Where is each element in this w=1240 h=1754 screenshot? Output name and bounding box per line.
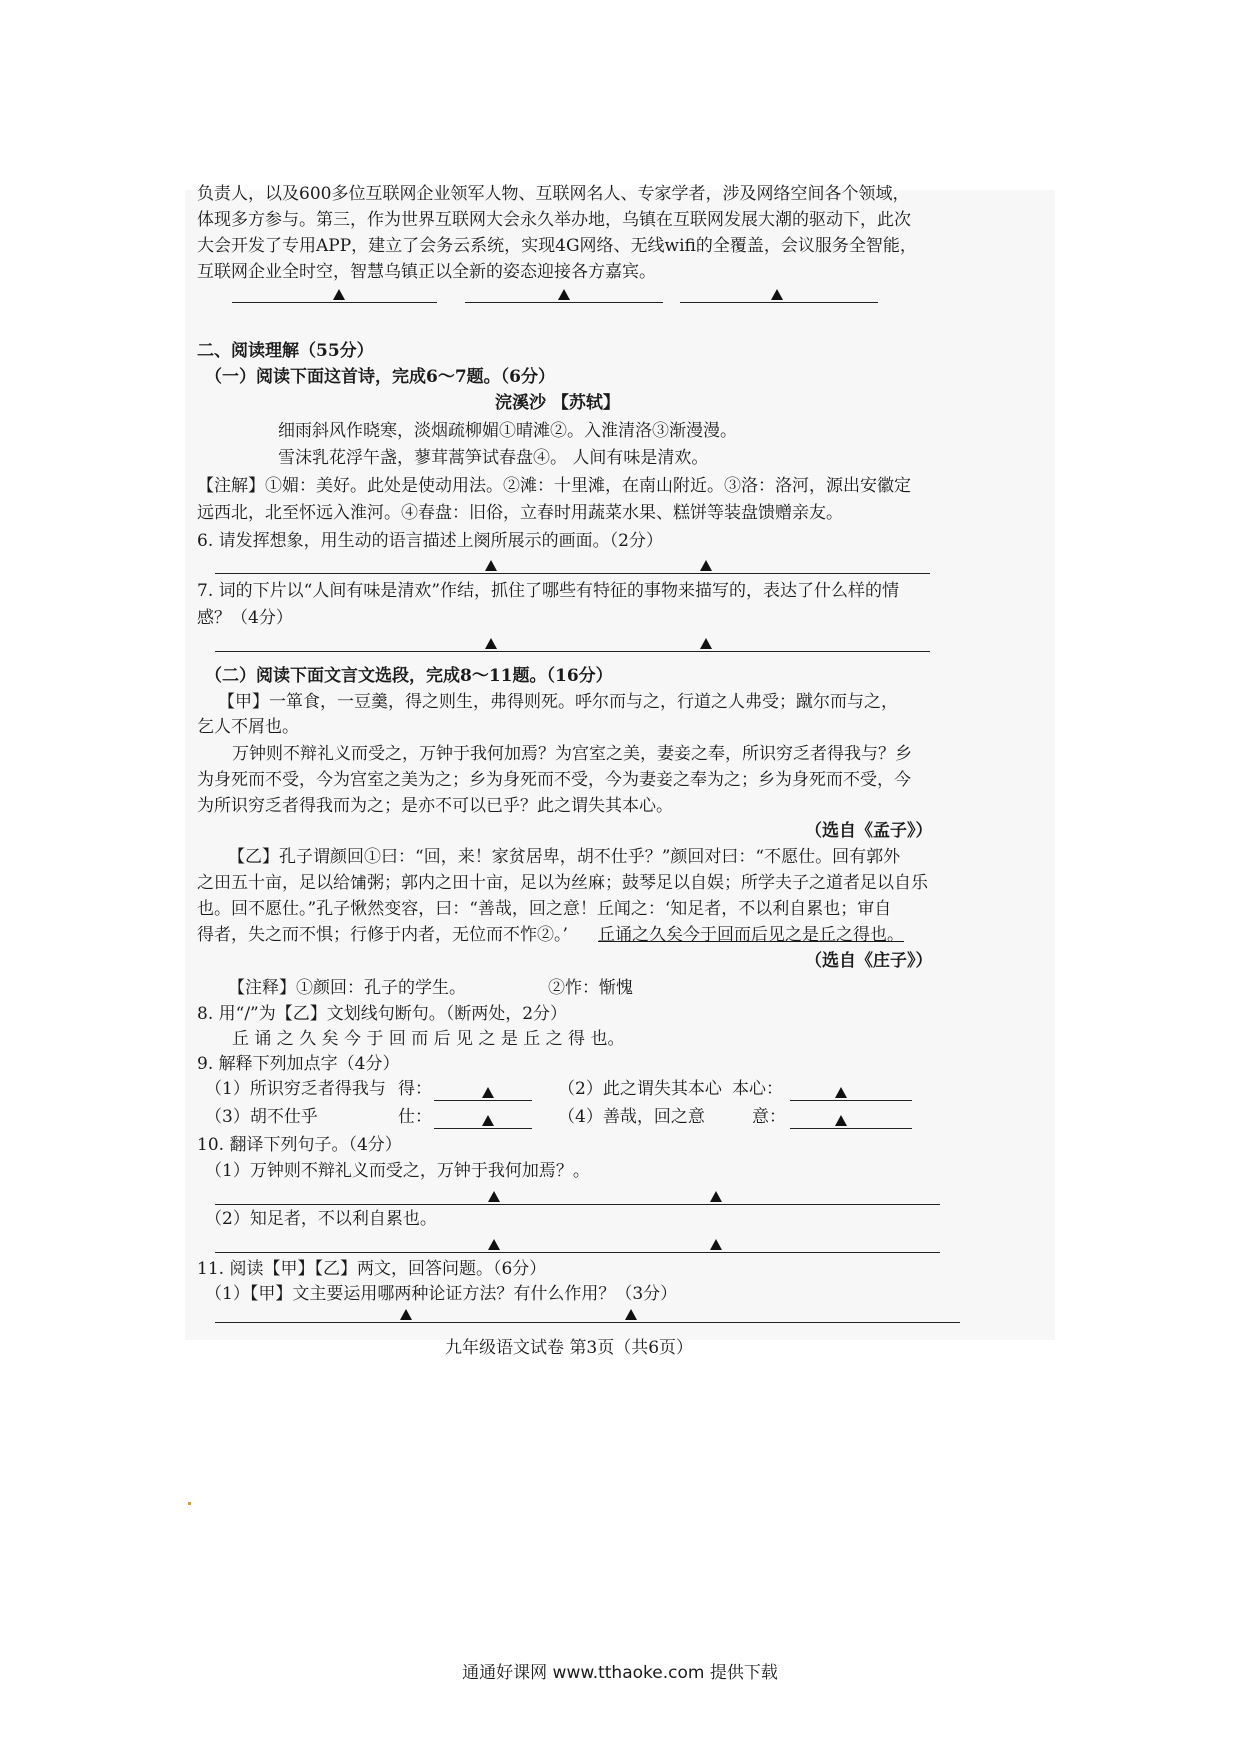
answer-triangle-icon [710, 1191, 722, 1202]
poem-title: 浣溪沙 【苏轼】 [495, 393, 620, 413]
answer-triangle-icon [700, 638, 712, 649]
q9-item-1-key: 得： [398, 1079, 432, 1099]
yi-note-1: 【注释】①颜回：孔子的学生。 [228, 978, 466, 998]
answer-line[interactable] [215, 651, 930, 652]
jia-line-2: 乞人不屑也。 [197, 717, 299, 737]
question-11: 11. 阅读【甲】【乙】两文，回答问题。（6分） [197, 1259, 547, 1279]
answer-triangle-icon [482, 1115, 494, 1126]
intro-line-1: 负责人，以及600多位互联网企业领军人物、互联网名人、专家学者，涉及网络空间各个领域， [197, 184, 910, 204]
answer-triangle-icon [488, 1191, 500, 1202]
answer-triangle-icon [700, 560, 712, 571]
jia-line-5: 为所识穷乏者得我而为之；是亦不可以已乎？此之谓失其本心。 [197, 796, 673, 816]
question-6: 6. 请发挥想象，用生动的语言描述上阕所展示的画面。（2分） [197, 531, 663, 551]
question-7-line-1: 7. 词的下片以“人间有味是清欢”作结，抓住了哪些有特征的事物来描写的，表达了什么样的情 [197, 581, 900, 601]
yi-line-3: 也。回不愿仕。”孔子愀然变容，曰：“善哉，回之意！丘闻之：‘知足者，不以利自累也；审自 [197, 899, 892, 919]
answer-triangle-icon [485, 638, 497, 649]
answer-triangle-icon [771, 289, 783, 300]
answer-line[interactable] [465, 302, 663, 303]
yi-underlined-sentence: 丘诵之久矣今于回而后见之是丘之得也。 [598, 925, 904, 945]
jia-line-1: 【甲】一箪食，一豆羹，得之则生，弗得则死。呼尔而与之，行道之人弗受；蹴尔而与之， [218, 692, 898, 712]
answer-triangle-icon [710, 1239, 722, 1250]
answer-line[interactable] [790, 1100, 912, 1101]
answer-triangle-icon [400, 1309, 412, 1320]
answer-triangle-icon [333, 289, 345, 300]
jia-line-4: 为身死而不受，今为宫室之美为之；乡为身死而不受，今为妻妾之奉为之；乡为身死而不受，今 [197, 770, 911, 790]
answer-line[interactable] [680, 302, 878, 303]
section-title: 二、阅读理解（55分） [197, 341, 374, 361]
q9-item-3-key: 仕： [398, 1107, 432, 1127]
answer-line[interactable] [215, 573, 930, 574]
answer-triangle-icon [835, 1115, 847, 1126]
yi-line-4: 得者，失之而不惧；行修于内者，无位而不怍②。’ [197, 925, 568, 945]
q9-item-2-key: 本心： [732, 1079, 783, 1099]
intro-line-4: 互联网企业全时空，智慧乌镇正以全新的姿态迎接各方嘉宾。 [197, 262, 656, 282]
answer-line[interactable] [434, 1128, 532, 1129]
intro-line-3: 大会开发了专用APP，建立了会务云系统，实现4G网络、无线wifi的全覆盖，会议服务全智能， [197, 236, 917, 256]
question-10-2: （2）知足者，不以利自累也。 [205, 1209, 437, 1229]
question-9: 9. 解释下列加点字（4分） [197, 1054, 400, 1074]
answer-triangle-icon [485, 560, 497, 571]
poem-note-1: 【注解】①媚：美好。此处是使动用法。②滩：十里滩，在南山附近。③洛：洛河，源出安徽定 [197, 476, 911, 496]
question-11-1: （1）【甲】文主要运用哪两种论证方法？有什么作用？（3分） [205, 1284, 678, 1304]
q9-item-1: （1）所识穷乏者得我与 [205, 1079, 386, 1099]
yi-source: （选自《庄子》） [805, 951, 933, 971]
answer-line[interactable] [215, 1204, 940, 1205]
jia-source: （选自《孟子》） [805, 821, 933, 841]
page-footer: 九年级语文试卷 第3页（共6页） [445, 1338, 694, 1358]
scan-speck [188, 1502, 191, 1505]
yi-note-2: ②怍：惭愧 [548, 978, 633, 998]
question-8-sentence: 丘 诵 之 久 矣 今 于 回 而 后 见 之 是 丘 之 得 也。 [232, 1029, 625, 1049]
part2-title: （二）阅读下面文言文选段，完成8～11题。（16分） [205, 666, 613, 686]
q9-item-3: （3）胡不仕乎 [205, 1107, 318, 1127]
answer-line[interactable] [790, 1128, 912, 1129]
part1-title: （一）阅读下面这首诗，完成6～7题。（6分） [205, 367, 555, 387]
intro-line-2: 体现多方参与。第三，作为世界互联网大会永久举办地，乌镇在互联网发展大潮的驱动下，此次 [197, 210, 911, 230]
answer-triangle-icon [558, 289, 570, 300]
answer-line[interactable] [434, 1100, 532, 1101]
poem-note-2: 远西北，北至怀远入淮河。④春盘：旧俗，立春时用蔬菜水果、糕饼等装盘馈赠亲友。 [197, 503, 843, 523]
answer-triangle-icon [482, 1087, 494, 1098]
answer-line[interactable] [215, 1322, 960, 1323]
answer-triangle-icon [835, 1087, 847, 1098]
question-10-1: （1）万钟则不辩礼义而受之，万钟于我何加焉？。 [205, 1161, 590, 1181]
question-10: 10. 翻译下列句子。（4分） [197, 1135, 402, 1155]
q9-item-4: （4）善哉，回之意 [558, 1107, 705, 1127]
answer-line[interactable] [215, 1252, 940, 1253]
poem-line-2: 雪沫乳花浮午盏，蓼茸蒿笋试春盘④。 人间有味是清欢。 [278, 448, 709, 468]
question-8: 8. 用“/”为【乙】文划线句断句。（断两处，2分） [197, 1004, 568, 1024]
poem-line-1: 细雨斜风作晓寒，淡烟疏柳媚①晴滩②。入淮清洛③渐漫漫。 [278, 421, 737, 441]
q9-item-4-key: 意： [752, 1107, 786, 1127]
site-footer: 通通好课网 www.tthaoke.com 提供下载 [462, 1663, 778, 1683]
yi-line-1: 【乙】孔子谓颜回①曰：“回，来！家贫居卑，胡不仕乎？”颜回对曰：“不愿仕。回有郭外 [228, 847, 901, 867]
answer-line[interactable] [232, 302, 437, 303]
answer-triangle-icon [488, 1239, 500, 1250]
answer-triangle-icon [625, 1309, 637, 1320]
q9-item-2: （2）此之谓失其本心 [558, 1079, 722, 1099]
yi-line-2: 之田五十亩，足以给𫗦粥；郭内之田十亩，足以为丝麻；鼓琴足以自娱；所学夫子之道者足以自乐 [197, 873, 928, 893]
jia-line-3: 万钟则不辩礼义而受之，万钟于我何加焉？为宫室之美，妻妾之奉，所识穷乏者得我与？乡 [232, 744, 912, 764]
question-7-line-2: 感？（4分） [197, 608, 293, 628]
